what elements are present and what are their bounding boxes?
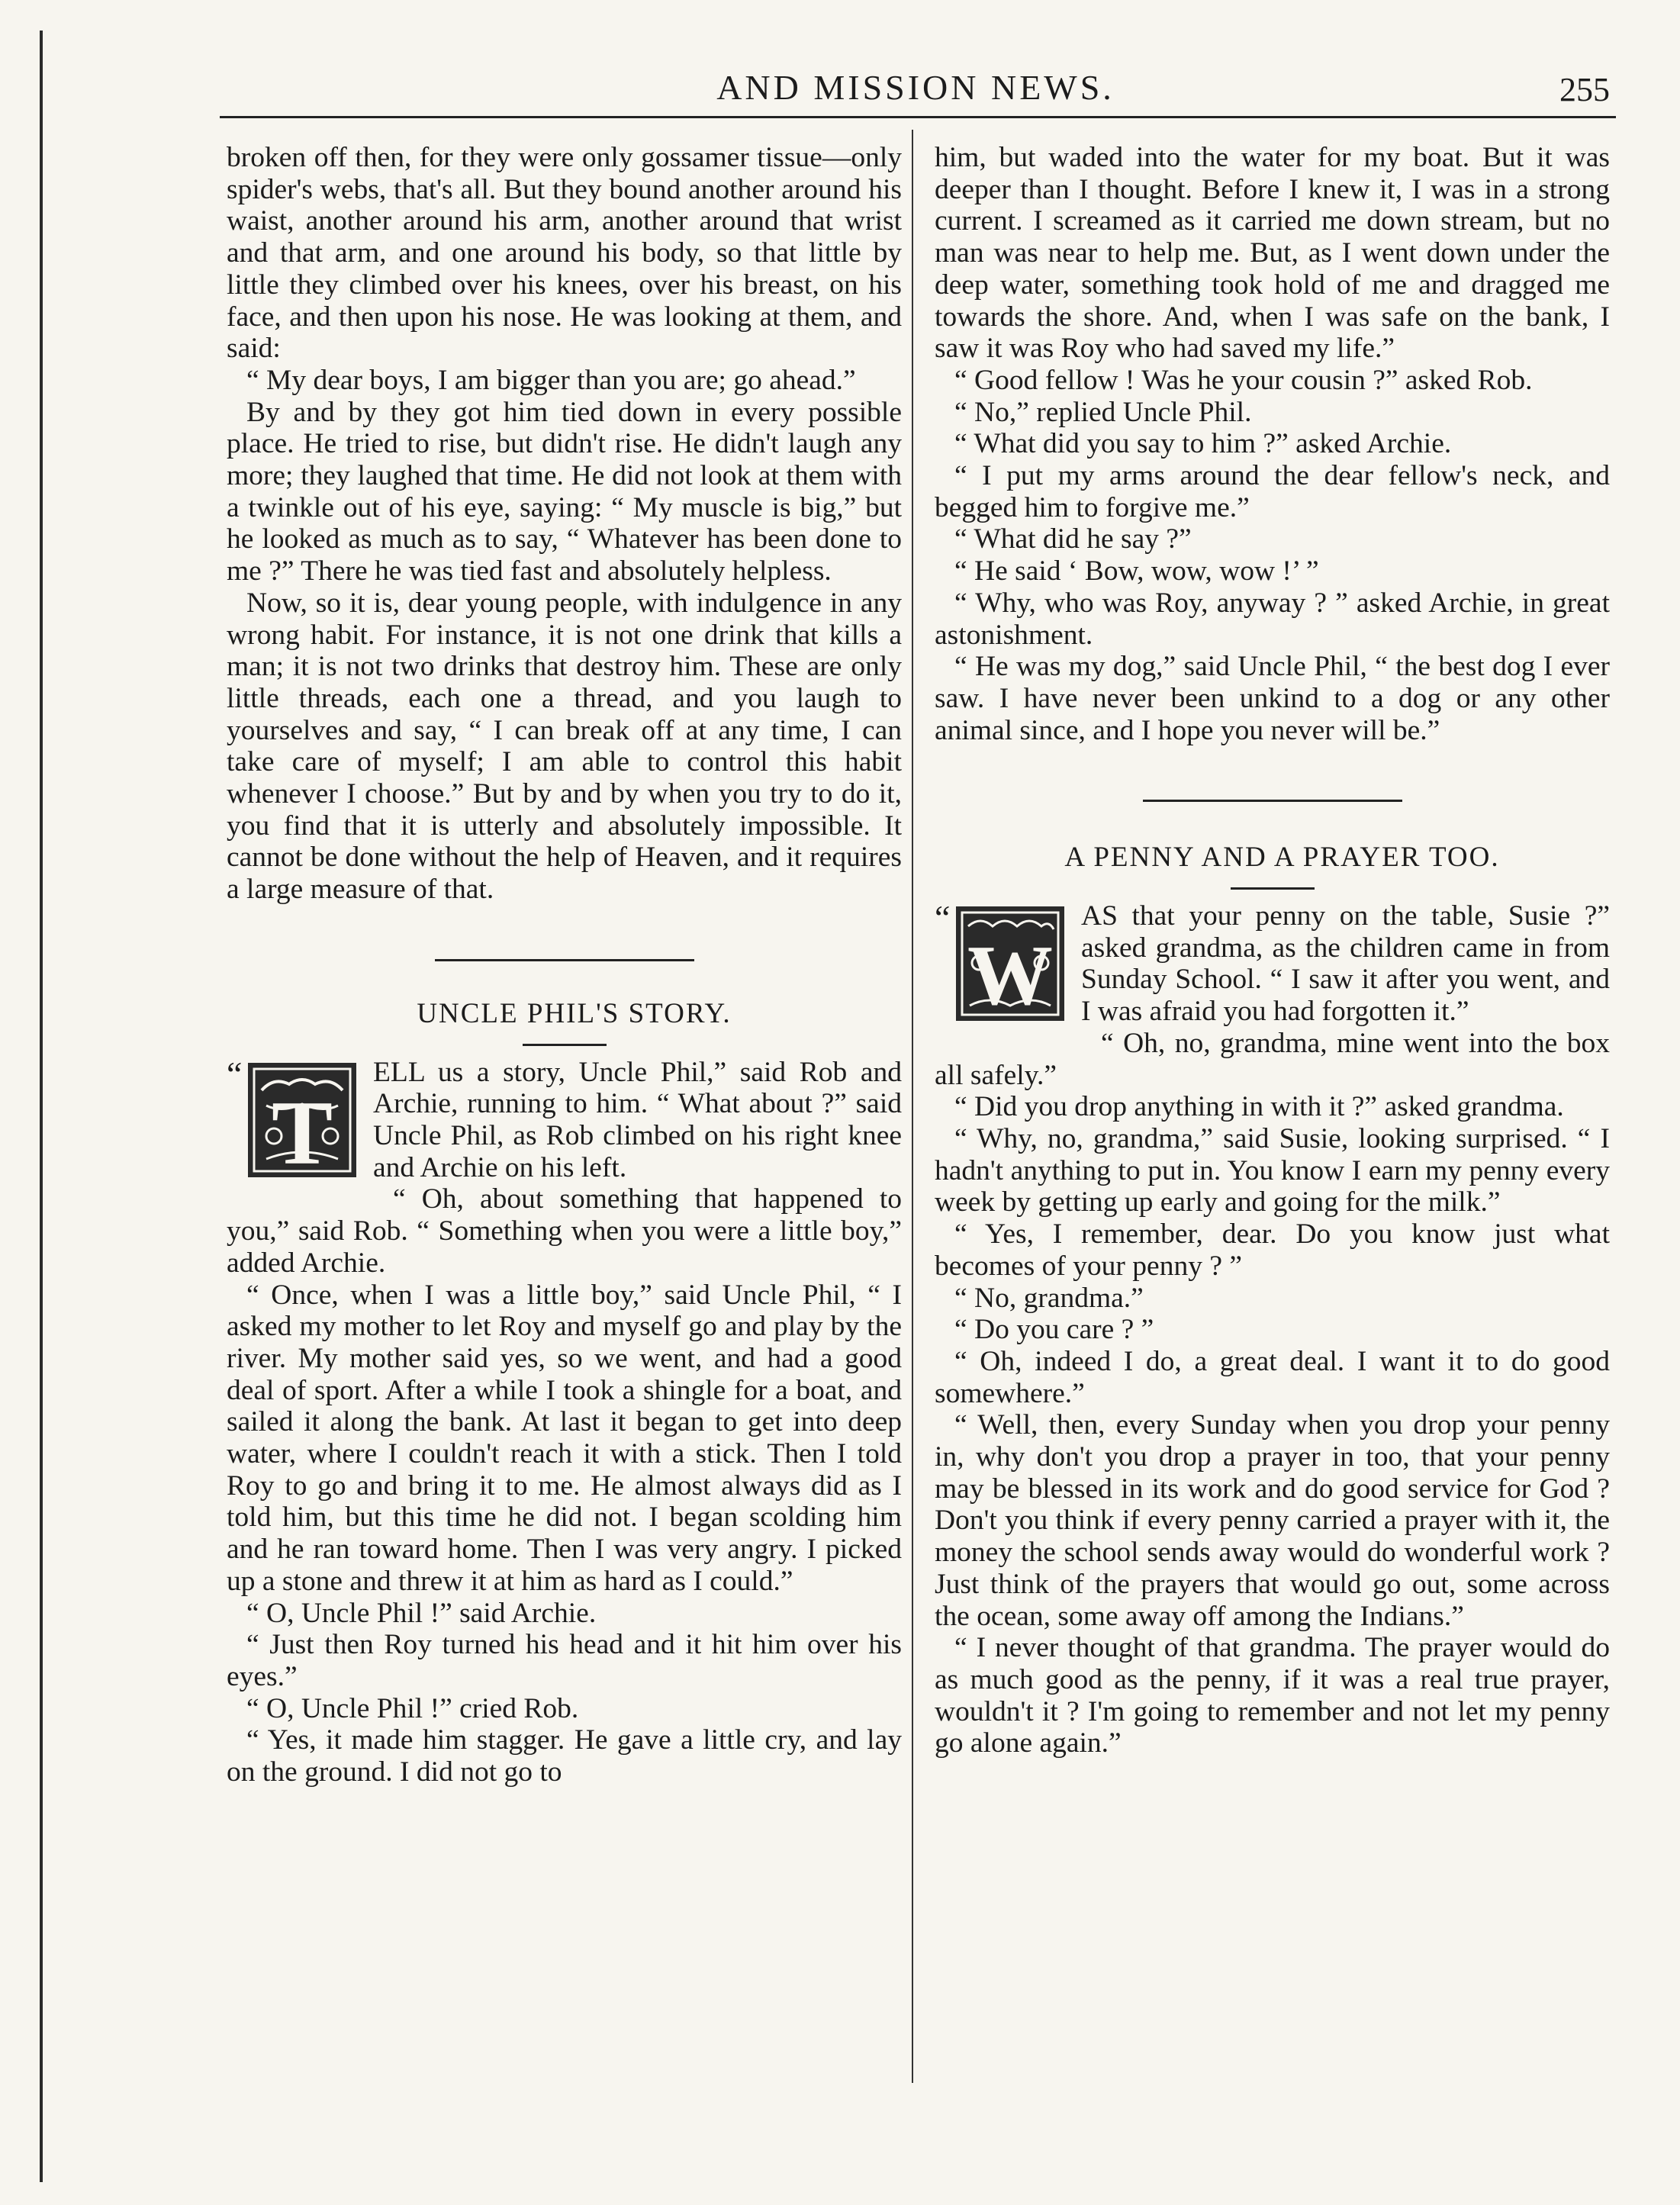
paragraph: “ Oh, indeed I do, a great deal. I want it to do good somewhere.” (935, 1345, 1610, 1409)
paragraph: “ What did you say to him ?” asked Archie. (954, 428, 1452, 460)
uncle-phil-opening (227, 1054, 902, 1184)
page-number: 255 (1559, 71, 1610, 108)
binding-edge-line (40, 31, 43, 2182)
svg-text:W: W (967, 929, 1053, 1024)
paragraph: “ Yes, it made him stagger. He gave a little cry, and lay on the ground. I did not go to (227, 1724, 902, 1788)
page-header (221, 67, 1610, 116)
opening-quote-mark: “ (935, 898, 951, 938)
column-divider (912, 130, 913, 2083)
paragraph: Now, so it is, dear young people, with indulgence in any wrong habit. For instance, it is not one drink that kills a man; it is not two drinks that destroy him. These are only little threads, each one a thread, and you laugh to yourselves and say, “ I can break off at any time, I can take care of myself; I am able to control this habit whenever I choose.” But by and by when you try to do it, you find that it is utterly and absolutely impossible. It cannot be done without the help of Heaven, and it requires a large measure of that. (227, 587, 902, 906)
paragraph: By and by they got him tied down in every possible place. He tried to rise, but didn't rise. He didn't laugh any more; they laughed that time. He did not look at them with a twinkle out of his eye, saying: “ My muscle is big,” but he looked as much as to say, “ Whatever has been done to me ?” There he was tied fast and absolutely helpless. (227, 396, 902, 587)
paragraph: ELL us a story, Uncle Phil,” said Rob and Archie, running to him. “ What about ?” said Uncle Phil, as Rob climbed on his right knee and Archie on his left. (373, 1056, 902, 1183)
paragraph: “ I never thought of that grandma. The prayer would do as much good as the penny, if it was a real true prayer, wouldn't it ? I'm going to remember and not let my penny go alone again.” (935, 1632, 1610, 1759)
paragraph: “ No,” replied Uncle Phil. (954, 396, 1252, 428)
opening-quote-mark: “ (227, 1054, 243, 1093)
paragraph: “ Once, when I was a little boy,” said Uncle Phil, “ I asked my mother to let Roy and myself go and play by the river. My mother said yes, so we went, and had a good deal of sport. After a while I took a shingle for a boat, and sailed it along the bank. At last it began to get into deep water, where I couldn't reach it with a stick. Then I told Roy to go and bring it to me. He almost always did as I told him, but this time he did not. I began scolding him and he ran toward home. Then I was very angry. I picked up a stone and threw it at him as hard as I could.” (227, 1279, 902, 1597)
paragraph: “ No, grandma.” (954, 1282, 1144, 1314)
paragraph: “ Oh, about something that happened to you,” said Rob. “ Something when you were a little boy,” added Archie. (227, 1183, 902, 1279)
paragraph: “ Good fellow ! Was he your cousin ?” asked Rob. (954, 364, 1533, 396)
paragraph: “ He said ‘ Bow, wow, wow !’ ” (954, 555, 1319, 587)
svg-text:T: T (271, 1081, 333, 1183)
paragraph: “ Why, no, grandma,” said Susie, looking surprised. “ I hadn't anything to put in. You know I earn my penny every week by getting up early and going for the milk.” (935, 1122, 1610, 1218)
left-column (227, 142, 902, 1788)
paragraph: “ What did he say ?” (954, 523, 1192, 555)
ornate-dropcap-w (951, 903, 1069, 1032)
paragraph: “ Just then Roy turned his head and it hit him over his eyes.” (227, 1629, 902, 1692)
paragraph: “ Yes, I remember, dear. Do you know just what becomes of your penny ? ” (935, 1218, 1610, 1282)
paragraph: “ I put my arms around the dear fellow's neck, and begged him to forgive me.” (935, 460, 1610, 523)
paragraph: him, but waded into the water for my boat. But it was deeper than I thought. Before I knew it, I was in a strong current. I screamed as it carried me down stream, but no man was near to help me. But, as I went down under the deep water, something took hold of me and dragged me towards the shore. And, when I was safe on the bank, I saw it was Roy who had saved my life.” (935, 142, 1610, 365)
paragraph: “ O, Uncle Phil !” said Archie. (246, 1597, 597, 1629)
paragraph: “ Oh, no, grandma, mine went into the box all safely.” (935, 1027, 1610, 1091)
paragraph: “ Do you care ? ” (954, 1314, 1154, 1346)
paragraph: “ Why, who was Roy, anyway ? ” asked Archie, in great astonishment. (935, 587, 1610, 651)
right-column (935, 142, 1610, 1759)
ornate-dropcap-t (243, 1060, 361, 1188)
running-title: AND MISSION NEWS. (716, 68, 1115, 107)
paragraph: “ Did you drop anything in with it ?” asked grandma. (954, 1091, 1564, 1123)
penny-prayer-opening (935, 900, 1610, 1028)
paragraph: “ Well, then, every Sunday when you drop your penny in, why don't you drop a prayer in too, that your penny may be blessed in its work and do good service for God ? Don't you think if every penny carried a prayer with it, the money the school sends away would do wonderful work ? Just think of the prayers that would go out, some across the ocean, some away off among the Indians.” (935, 1409, 1610, 1632)
paragraph: broken off then, for they were only gossamer tissue—only spider's webs, that's all. But they bound another around his waist, another around his arm, another around that wrist and that arm, and one around his body, so that little by little they climbed over his knees, over his breast, on his face, and then upon his nose. He was looking at them, and said: (227, 142, 902, 365)
header-rule (220, 116, 1616, 118)
paragraph: “ My dear boys, I am bigger than you are; go ahead.” (246, 364, 856, 396)
paragraph: “ He was my dog,” said Uncle Phil, “ the best dog I ever saw. I have never been unkind to a dog or any other animal since, and I hope you never will be.” (935, 651, 1610, 746)
uncle-phil-heading: UNCLE PHIL'S STORY. (417, 997, 732, 1029)
paragraph: AS that your penny on the table, Susie ?” asked grandma, as the children came in from Sunday School. “ I saw it after you went, and I was afraid you had forgotten it.” (1081, 900, 1610, 1028)
penny-prayer-heading: A PENNY AND A PRAYER TOO. (1064, 842, 1500, 874)
paragraph: “ O, Uncle Phil !” cried Rob. (246, 1692, 579, 1724)
